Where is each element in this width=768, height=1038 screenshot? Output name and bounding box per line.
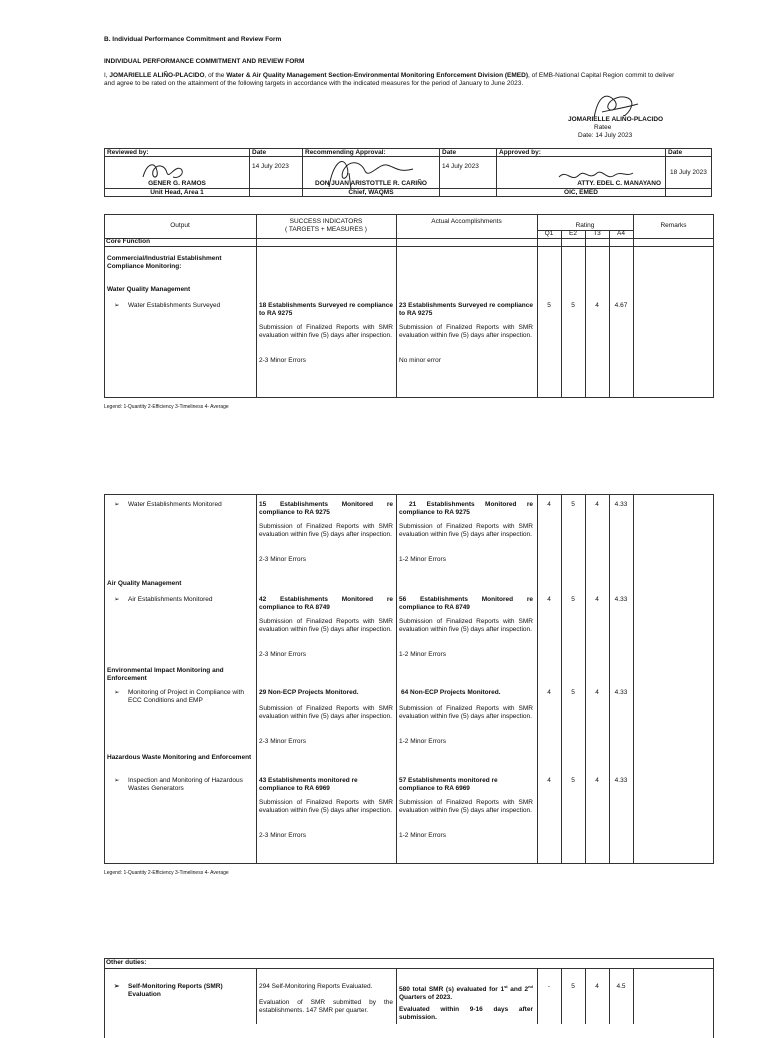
target-smr-count: 294 Self-Monitoring Reports Evaluated. — [259, 983, 373, 990]
rating-a: 4.33 — [614, 689, 628, 696]
target-non-ecp: 29 Non-ECP Projects Monitored. — [259, 689, 359, 696]
target-water-monitored: 15 Establishments Monitored re compliance to RA 9275 — [259, 501, 393, 516]
rating-e: 5 — [571, 983, 575, 990]
target-submission: Submission of Finalized Reports with SMR evaluation within five (5) days after inspection. — [259, 523, 393, 538]
date-label-1: Date — [250, 149, 303, 157]
form-title: INDIVIDUAL PERFORMANCE COMMITMENT AND REVIEW FORM — [104, 58, 305, 65]
ratee-role: Ratee — [594, 124, 612, 131]
rating-e: 5 — [571, 596, 575, 603]
rating-e: 5 — [571, 302, 575, 309]
header-q1: Q1 — [544, 230, 554, 237]
bullet-arrow-icon: ➢ — [114, 983, 120, 990]
rating-e: 5 — [571, 501, 575, 508]
actual-errors: No minor error — [399, 357, 441, 364]
rating-t: 4 — [595, 983, 599, 990]
subcat-water: Water Quality Management — [107, 286, 191, 293]
rating-t: 4 — [595, 689, 599, 696]
bullet-arrow-icon: ➢ — [114, 777, 120, 784]
commitment-statement: I, JOMARIELLE ALIÑO-PLACIDO, of the Water & Air Quality Management Section-Environmental Monitoring Enforcement Division (EMED), of EMB-National Capital Region commit to deliver and agree to be rated on the attainment of the following targets in accordance with the indicated measures for the period of January to June 2023. — [104, 72, 675, 87]
reviewer-date: 14 July 2023 — [250, 157, 303, 189]
actual-water-monitored: 21 Establishments Monitored re compliance to RA 9275 — [399, 501, 533, 516]
target-smr-evaluation: Evaluation of SMR submitted by the establishments. 147 SMR per quarter. — [259, 999, 393, 1014]
bullet-arrow-icon: ➢ — [114, 302, 120, 309]
rating-t: 4 — [595, 596, 599, 603]
rating-t: 4 — [595, 501, 599, 508]
recommender-cell — [303, 157, 440, 189]
actual-smr-timeliness: Evaluated within 9-16 days after submission. — [399, 1006, 533, 1021]
actual-errors: 1-2 Minor Errors — [399, 556, 446, 563]
target-submission: Submission of Finalized Reports with SMR evaluation within five (5) days after inspection. — [259, 324, 393, 339]
item-water-surveyed: Water Establishments Surveyed — [128, 302, 221, 309]
subcat-hazardous: Hazardous Waste Monitoring and Enforcement — [107, 754, 252, 761]
rating-e: 5 — [571, 689, 575, 696]
approver-cell — [497, 157, 666, 189]
rating-t: 4 — [595, 777, 599, 784]
actual-hazardous: 57 Establishments monitored re compliance to RA 6969 — [399, 777, 498, 792]
reviewed-by-label: Reviewed by: — [105, 149, 250, 157]
core-function-label: Core Function — [106, 238, 151, 245]
item-smr-evaluation: Self-Monitoring Reports (SMR) Evaluation — [128, 983, 223, 998]
approver-name: ATTY. EDEL C. MANAYANO — [577, 180, 661, 187]
target-errors: 2-3 Minor Errors — [259, 832, 306, 839]
rating-q: - — [547, 983, 551, 990]
header-a4: A4 — [617, 230, 625, 237]
target-air-monitored: 42 Establishments Monitored re compliance to RA 8749 — [259, 596, 393, 611]
recommender-date: 14 July 2023 — [440, 157, 497, 189]
recommending-label: Recommending Approval: — [303, 149, 440, 157]
actual-errors: 1-2 Minor Errors — [399, 651, 446, 658]
bullet-arrow-icon: ➢ — [114, 689, 120, 696]
target-hazardous: 43 Establishments monitored re compliance to RA 6969 — [259, 777, 358, 792]
item-air-monitored: Air Establishments Monitored — [128, 596, 213, 603]
actual-submission: Submission of Finalized Reports with SMR evaluation within five (5) days after inspection. — [399, 523, 533, 538]
category-commercial: Commercial/Industrial Establishment Compliance Monitoring: — [107, 255, 222, 270]
reviewer-title: Unit Head, Area 1 — [105, 189, 250, 197]
actual-submission: Submission of Finalized Reports with SMR evaluation within five (5) days after inspection. — [399, 705, 533, 720]
actual-submission: Submission of Finalized Reports with SMR evaluation within five (5) days after inspection. — [399, 324, 533, 339]
date-label-3: Date — [666, 149, 712, 157]
approver-title: OIC, EMED — [497, 189, 666, 197]
actual-air-monitored: 56 Establishments Monitored re compliance to RA 8749 — [399, 596, 533, 611]
review-table — [104, 148, 712, 197]
rating-t: 4 — [595, 302, 599, 309]
rating-q: 4 — [547, 689, 551, 696]
recommender-title: Chief, WAQMS — [303, 189, 440, 197]
rating-q: 4 — [547, 501, 551, 508]
subcat-eia: Environmental Impact Monitoring and Enforcement — [107, 667, 224, 682]
target-submission: Submission of Finalized Reports with SMR evaluation within five (5) days after inspection. — [259, 799, 393, 814]
actual-non-ecp: 64 Non-ECP Projects Monitored. — [401, 689, 501, 696]
header-remarks: Remarks — [660, 222, 687, 229]
rating-a: 4.5 — [616, 983, 626, 990]
actual-submission: Submission of Finalized Reports with SMR evaluation within five (5) days after inspection. — [399, 799, 533, 814]
target-submission: Submission of Finalized Reports with SMR evaluation within five (5) days after inspection. — [259, 705, 393, 720]
approved-label: Approved by: — [497, 149, 666, 157]
other-duties-label: Other duties: — [106, 959, 147, 966]
rating-e: 5 — [571, 777, 575, 784]
target-errors: 2-3 Minor Errors — [259, 738, 306, 745]
rating-q: 5 — [547, 302, 551, 309]
bullet-arrow-icon: ➢ — [114, 596, 120, 603]
target-errors: 2-3 Minor Errors — [259, 357, 306, 364]
item-ecc-monitoring: Monitoring of Project in Compliance with ECC Conditions and EMP — [128, 689, 244, 704]
reviewer-cell — [105, 157, 250, 189]
section-heading: B. Individual Performance Commitment and Review Form — [104, 36, 282, 43]
bullet-arrow-icon: ➢ — [114, 501, 120, 508]
legend-page1: Legend: 1-Quantity 2-Efficiency 3-Timeliness 4- Average — [104, 404, 229, 410]
header-e2: E2 — [569, 230, 577, 237]
reviewer-name: GENER G. RAMOS — [148, 180, 206, 187]
actual-smr-count: 580 total SMR (s) evaluated for 1st and 2nd Quarters of 2023. — [399, 984, 533, 1002]
item-water-monitored: Water Establishments Monitored — [128, 501, 222, 508]
actual-errors: 1-2 Minor Errors — [399, 738, 446, 745]
recommender-name: DON JUAN ARISTOTTLE R. CARIÑO — [315, 180, 427, 187]
ratee-date: Date: 14 July 2023 — [578, 132, 633, 139]
target-submission: Submission of Finalized Reports with SMR evaluation within five (5) days after inspection. — [259, 618, 393, 633]
rating-q: 4 — [547, 777, 551, 784]
target-errors: 2-3 Minor Errors — [259, 651, 306, 658]
rating-a: 4.67 — [614, 302, 628, 309]
date-label-2: Date — [440, 149, 497, 157]
actual-errors: 1-2 Minor Errors — [399, 832, 446, 839]
header-output: Output — [170, 222, 190, 229]
header-rating: Rating — [575, 222, 595, 229]
actual-water-surveyed: 23 Establishments Surveyed re compliance to RA 9275 — [399, 302, 533, 317]
ratee-name: JOMARIELLE ALIÑO-PLACIDO — [568, 116, 664, 123]
rating-a: 4.33 — [614, 596, 628, 603]
header-indicators: SUCCESS INDICATORS ( TARGETS + MEASURES ) — [285, 218, 367, 233]
approver-date: 18 July 2023 — [666, 157, 712, 189]
legend-page2: Legend: 1-Quantity 2-Efficiency 3-Timeliness 4- Average — [104, 870, 229, 876]
target-errors: 2-3 Minor Errors — [259, 556, 306, 563]
item-hazardous-inspection: Inspection and Monitoring of Hazardous Wastes Generators — [128, 777, 243, 792]
target-water-surveyed: 18 Establishments Surveyed re compliance to RA 9275 — [259, 302, 393, 317]
rating-q: 4 — [547, 596, 551, 603]
header-t3: T3 — [593, 230, 601, 237]
rating-a: 4.33 — [614, 777, 628, 784]
header-accomplishments: Actual Accomplishments — [431, 218, 502, 225]
rating-a: 4.33 — [614, 501, 628, 508]
actual-submission: Submission of Finalized Reports with SMR evaluation within five (5) days after inspection. — [399, 618, 533, 633]
subcat-air: Air Quality Management — [107, 580, 182, 587]
